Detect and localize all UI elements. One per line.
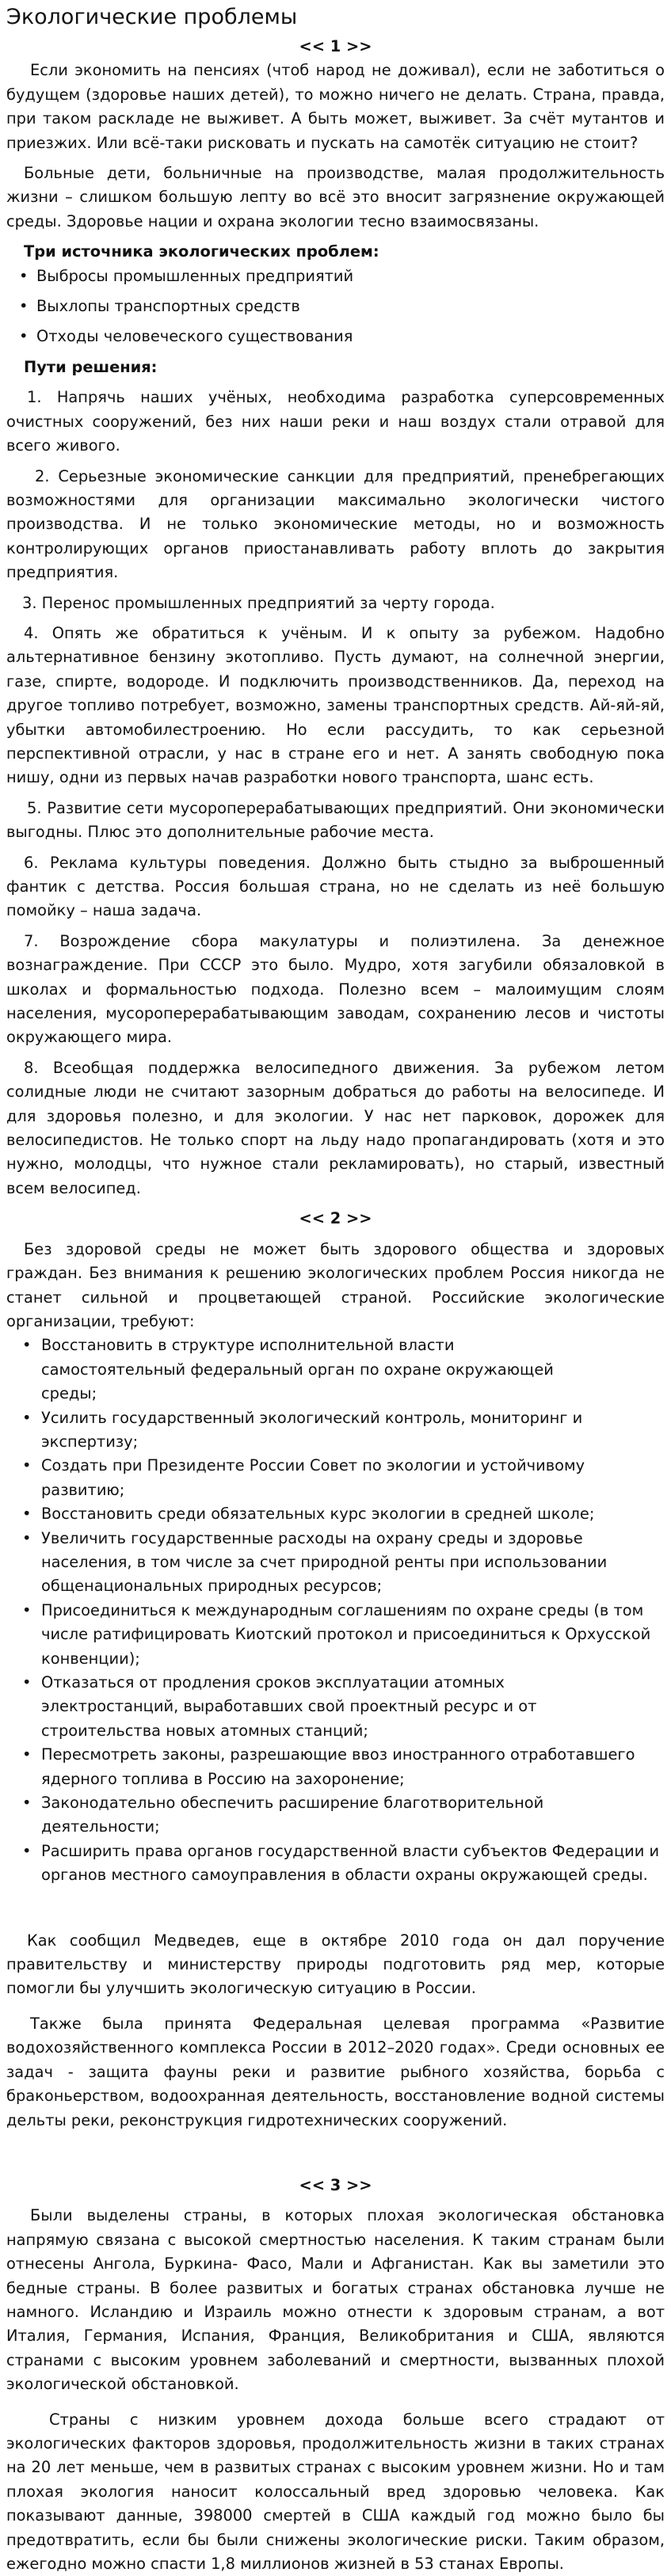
solution-item: 5. Развитие сети мусороперерабатывающих предприятий. Они экономически выгодны. Плюс это дополнительные рабочие места. — [6, 798, 665, 842]
sources-list — [6, 264, 665, 349]
list-item: • Усилить государственный экологический контроль, мониторинг и экспертизу; — [41, 1406, 665, 1455]
solution-item: 8. Всеобщая поддержка велосипедного движения. За рубежом летом солидные люди не считают зазорным добраться до работы на велосипеде. И для здоровья полезно, и для экологии. У нас нет парковок, дорожек для велосипедистов. Не только спорт на льду надо пропагандировать (хотя и это нужно, молодцы, что нужное стали рекламировать), но старый, известный всем велосипед. — [6, 1058, 665, 1197]
list-item: • Расширить права органов государственной власти субъектов Федерации и органов местного самоуправления в области охраны окружающей среды. — [41, 1840, 665, 1888]
list-item: • Увеличить государственные расходы на охрану среды и здоровье населения, в том числе за счет природной ренты при использовании общенациональных природных ресурсов; — [41, 1527, 665, 1599]
intro-paragraph: Если экономить на пенсиях (чтоб народ не доживал), если не заботиться о будущем (здоровье наших детей), то можно ничего не делать. Страна, правда, при таком раскладе не выживет. А быть может, выживет. За счёт мутантов и приезжих. Или всё-таки рисковать и пускать на самотёк ситуацию не стоит? — [6, 61, 665, 152]
list-item: • Выхлопы транспортных средств — [36, 295, 665, 318]
medvedev-paragraph: Как сообщил Медведев, еще в октябре 2010 года он дал поручение правительству и министерству природы подготовить ряд мер, которые помогли бы улучшить экологическую ситуацию в России. — [6, 1931, 665, 1998]
solution-item: 1. Напрячь наших учёных, необходима разработка суперсовременных очистных сооружений, без них наши реки и наш воздух стали отравой для всего живого. — [6, 388, 665, 455]
solution-item: 7. Возрождение сбора макулатуры и полиэтилена. За денежное вознаграждение. При СССР это было. Мудро, хотя загубили обязаловкой в школах и формальностью подхода. Полезно всем – малоимущим слоям населения, мусороперерабатывающим заводам, сохранению лесов и чистоты окружающего мира. — [6, 931, 665, 1047]
list-item: • Законодательно обеспечить расширение благотворительной деятельности; — [41, 1791, 665, 1840]
list-item: • Восстановить среди обязательных курс экологии в средней школе; — [41, 1502, 665, 1526]
section3-paragraph: Страны с низким уровнем дохода больше всего страдают от экологических факторов здоровья, продолжительность жизни в таких странах на 20 лет меньше, чем в развитых странах с высоким уровнем жизни. Но и там плохая экология наносит колоссальный вред здоровью человека. Как показывают данные, 398000 смертей в США каждый год можно было бы предотвратить, если бы были снижены экологические риски. Таким образом, ежегодно можно спасти 1,8 миллионов жизней в 53 станах Европы. — [6, 2410, 665, 2573]
list-item: • Восстановить в структуре исполнительной власти самостоятельный федеральный орган по охране окружающей среды; — [41, 1334, 665, 1406]
section-marker-1: << 1 >> — [299, 37, 372, 55]
list-item: • Отказаться от продления сроков эксплуатации атомных электростанций, выработавших свой проектный ресурс и от строительства новых атомных станций; — [41, 1671, 665, 1743]
list-item: • Создать при Президенте России Совет по экологии и устойчивому развитию; — [41, 1454, 665, 1502]
section2-intro: Без здоровой среды не может быть здорового общества и здоровых граждан. Без внимания к решению экологических проблем Россия никогда не станет сильной и процветающей страной. Российские экологические организации, требуют: — [6, 1239, 665, 1330]
solutions-heading: Пути решения: — [24, 357, 158, 376]
program-paragraph: Также была принята Федеральная целевая программа «Развитие водохозяйственного комплекса России в 2012–2020 годах». Среди основных ее задач - защита фауны реки и развитие рыбного хозяйства, борьба с браконьерством, водоохранная деятельность, восстановление водной системы дельты реки, реконструкция гидротехнических сооружений. — [6, 2014, 665, 2129]
demands-list — [6, 1334, 665, 1887]
section-marker-2: << 2 >> — [299, 1209, 372, 1228]
list-item: • Присоединиться к международным соглашениям по охране среды (в том числе ратифицировать Киотский протокол и присоединиться к Орхусской конвенции); — [41, 1599, 665, 1671]
solution-item: 4. Опять же обратиться к учёным. И к опыту за рубежом. Надобно альтернативное бензину экотопливо. Пусть думают, на солнечной энергии, газе, спирте, водороде. И подключить производственников. Да, переход на другое топливо потребует, возможно, замены транспортных средств. Ай-яй-яй, убытки автомобилестроению. Но если рассудить, то как серьезной перспективной отрасли, у нас в стране его и нет. А занять свободную пока нишу, одни из первых начав разработки нового транспорта, шанс есть. — [6, 623, 665, 787]
list-item: • Выбросы промышленных предприятий — [36, 264, 665, 288]
section-marker-3: << 3 >> — [299, 2175, 372, 2194]
section3-paragraph: Были выделены страны, в которых плохая экологическая обстановка напрямую связана с высокой смертностью населения. К таким странам были отнесены Ангола, Буркина- Фасо, Мали и Афганистан. Как вы заметили это бедные страны. В более развитых и богатых странах обстановка лучше не намного. Исландию и Израиль можно отнести к здоровым странам, а вот Италия, Германия, Испания, Франция, Великобритания и США, являются странами с высоким уровнем заболеваний и смертности, вызванных плохой экологической обстановкой. — [6, 2206, 665, 2394]
list-item: • Отходы человеческого существования — [36, 325, 665, 348]
page-title: Экологические проблемы — [6, 5, 298, 29]
solution-item: 2. Серьезные экономические санкции для предприятий, пренебрегающих возможностями для организации максимально экологически чистого производства. И не только экономические методы, но и возможность контролирующих органов приостанавливать работу вплоть до закрытия предприятия. — [6, 466, 665, 582]
list-item: • Пересмотреть законы, разрешающие ввоз иностранного отработавшего ядерного топлива в Россию на захоронение; — [41, 1743, 665, 1791]
solution-item: 3. Перенос промышленных предприятий за черту города. — [22, 593, 495, 612]
sources-heading: Три источника экологических проблем: — [24, 242, 379, 261]
intro-paragraph: Больные дети, больничные на производстве, малая продолжительность жизни – слишком большую лепту во всё это вносит загрязнение окружающей среды. Здоровье нации и охрана экологии тесно взаимосвязаны. — [6, 164, 665, 230]
solution-item: 6. Реклама культуры поведения. Должно быть стыдно за выброшенный фантик с детства. Россия большая страна, но не сделать из неё большую помойку – наша задача. — [6, 853, 665, 920]
